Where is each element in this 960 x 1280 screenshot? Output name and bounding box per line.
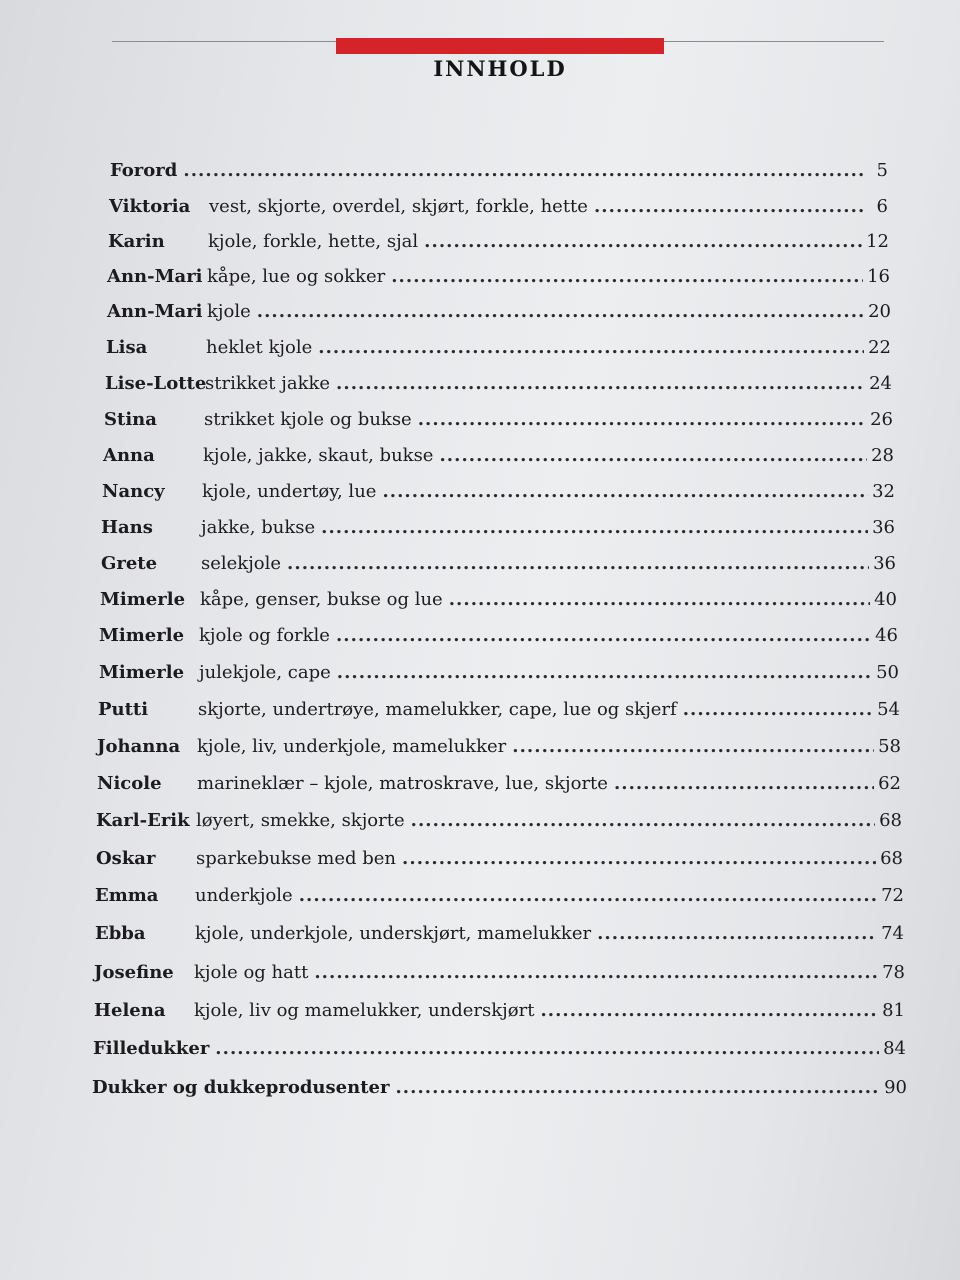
toc-entry-name: Mimerle	[99, 662, 185, 683]
toc-entry-description: skjorte, undertrøye, mamelukker, cape, lue og skjerf	[198, 699, 677, 720]
toc-entry	[107, 297, 891, 327]
toc-entry-description: løyert, smekke, skjorte	[196, 810, 405, 831]
toc-entry	[93, 1034, 906, 1064]
toc-entry-name: Dukker og dukkeprodusenter	[92, 1077, 390, 1098]
toc-entry-description: kjole og hatt	[194, 962, 309, 983]
toc-entry-page-number: 36	[872, 517, 895, 538]
toc-entry-name: Nancy	[102, 481, 165, 502]
toc-entry	[94, 996, 905, 1026]
toc-entry-name: Anna	[103, 445, 155, 466]
dot-leader	[336, 621, 871, 651]
toc-entry	[96, 806, 902, 836]
toc-entry-name: Oskar	[96, 848, 156, 869]
toc-entry-page-number: 68	[879, 810, 902, 831]
toc-entry-name: Grete	[101, 553, 158, 574]
toc-entry	[92, 1073, 907, 1103]
toc-entry-description: kjole, liv, underkjole, mamelukker	[197, 736, 507, 757]
toc-entry-name: Stina	[104, 409, 157, 430]
dot-leader	[424, 227, 862, 257]
toc-entry-page-number: 68	[880, 848, 903, 869]
page-title: INNHOLD	[433, 56, 567, 81]
toc-entry-description: kjole	[207, 301, 251, 322]
toc-entry	[103, 441, 894, 471]
toc-entry-description: strikket kjole og bukse	[204, 409, 412, 430]
toc-entry-name: Helena	[94, 1000, 166, 1021]
toc-entry	[107, 262, 890, 292]
toc-entry-name: Viktoria	[109, 196, 191, 217]
dot-leader	[418, 405, 866, 435]
toc-entry	[100, 585, 897, 615]
toc-entry-page-number: 16	[867, 266, 890, 287]
toc-entry-page-number: 12	[866, 231, 889, 252]
toc-entry	[97, 769, 901, 799]
toc-entry-description: kjole, forkle, hette, sjal	[208, 231, 419, 252]
toc-entry-name: Filledukker	[93, 1038, 210, 1059]
toc-entry-page-number: 28	[871, 445, 894, 466]
toc-entry-page-number: 72	[881, 885, 904, 906]
toc-entry-description: kjole, jakke, skaut, bukse	[203, 445, 434, 466]
toc-entry-description: kjole, undertøy, lue	[202, 481, 377, 502]
toc-entry-name: Hans	[101, 517, 153, 538]
toc-entry-name: Mimerle	[100, 589, 186, 610]
toc-entry	[94, 958, 905, 988]
toc-entry	[95, 919, 904, 949]
toc-entry	[97, 732, 901, 762]
dot-leader	[183, 156, 866, 186]
dot-leader	[540, 996, 878, 1026]
dot-leader	[257, 297, 864, 327]
toc-entry-page-number: 26	[870, 409, 893, 430]
toc-entry-name: Ann-Mari	[107, 266, 203, 287]
toc-entry	[99, 658, 899, 688]
toc-entry-page-number: 50	[876, 662, 899, 683]
toc-entry-page-number: 78	[882, 962, 905, 983]
toc-entry	[101, 513, 895, 543]
toc-entry	[106, 333, 891, 363]
toc-entry-page-number: 84	[883, 1038, 906, 1059]
toc-entry-description: kåpe, lue og sokker	[207, 266, 386, 287]
toc-entry-name: Putti	[98, 699, 149, 720]
toc-entry-name: Karl-Erik	[96, 810, 190, 831]
toc-entry-name: Josefine	[94, 962, 174, 983]
toc-entry-page-number: 36	[873, 553, 896, 574]
toc-entry-page-number: 32	[872, 481, 895, 502]
toc-entry-description: marineklær – kjole, matroskrave, lue, skjorte	[197, 773, 608, 794]
dot-leader	[391, 262, 863, 292]
toc-entry	[102, 477, 895, 507]
toc-entry-page-number: 54	[877, 699, 900, 720]
dot-leader	[402, 844, 876, 874]
toc-entry-page-number: 6	[876, 196, 888, 217]
toc-entry-description: strikket jakke	[205, 373, 331, 394]
toc-entry-description: selekjole	[201, 553, 282, 574]
toc-entry-description: vest, skjorte, overdel, skjørt, forkle, hette	[209, 196, 588, 217]
toc-entry-name: Mimerle	[99, 625, 185, 646]
toc-entry-page-number: 58	[878, 736, 901, 757]
toc-entry-description: sparkebukse med ben	[196, 848, 397, 869]
toc-entry-page-number: 62	[878, 773, 901, 794]
toc-entry	[109, 192, 888, 222]
toc-entry	[96, 844, 903, 874]
toc-entry-description: kjole og forkle	[199, 625, 330, 646]
dot-leader	[597, 919, 877, 949]
toc-entry-name: Ebba	[95, 923, 146, 944]
toc-entry-description: julekjole, cape	[199, 662, 331, 683]
dot-leader	[336, 369, 865, 399]
toc-entry-name: Nicole	[97, 773, 162, 794]
toc-entry	[99, 621, 898, 651]
toc-entry	[101, 549, 896, 579]
toc-entry-page-number: 20	[868, 301, 891, 322]
toc-entry-name: Ann-Mari	[107, 301, 203, 322]
toc-entry-name: Johanna	[97, 736, 181, 757]
toc-entry-description: jakke, bukse	[201, 517, 316, 538]
dot-leader	[449, 585, 870, 615]
dot-leader	[594, 192, 866, 222]
toc-entry-description: kjole, underkjole, underskjørt, mamelukker	[195, 923, 592, 944]
toc-entry	[108, 227, 889, 257]
toc-entry-name: Emma	[95, 885, 159, 906]
toc-entry-name: Lisa	[106, 337, 148, 358]
dot-leader	[395, 1073, 880, 1103]
dot-leader	[411, 806, 875, 836]
toc-entry-page-number: 81	[882, 1000, 905, 1021]
dot-leader	[382, 477, 868, 507]
toc-entry-description: kåpe, genser, bukse og lue	[200, 589, 443, 610]
toc-entry-page-number: 74	[881, 923, 904, 944]
dot-leader	[512, 732, 874, 762]
dot-leader	[215, 1034, 879, 1064]
dot-leader	[287, 549, 869, 579]
toc-entry-page-number: 46	[875, 625, 898, 646]
toc-entry-page-number: 24	[869, 373, 892, 394]
toc-entry	[110, 156, 888, 186]
dot-leader	[318, 333, 864, 363]
toc-entry-description: kjole, liv og mamelukker, underskjørt	[194, 1000, 535, 1021]
toc-entry-page-number: 40	[874, 589, 897, 610]
dot-leader	[314, 958, 878, 988]
toc-entry	[104, 405, 893, 435]
toc-entry-page-number: 22	[868, 337, 891, 358]
toc-entry	[98, 695, 900, 725]
toc-entry-page-number: 90	[884, 1077, 907, 1098]
dot-leader	[299, 881, 877, 911]
dot-leader	[321, 513, 868, 543]
dot-leader	[337, 658, 872, 688]
toc-entry-name: Forord	[110, 160, 178, 181]
dot-leader	[683, 695, 873, 725]
dot-leader	[439, 441, 867, 471]
toc-entry	[95, 881, 904, 911]
toc-entry-description: heklet kjole	[206, 337, 313, 358]
toc-entry-description: underkjole	[195, 885, 293, 906]
toc-entry-name: Lise-Lotte	[105, 373, 207, 394]
dot-leader	[614, 769, 874, 799]
toc-entry	[105, 369, 892, 399]
toc-entry-name: Karin	[108, 231, 165, 252]
toc-entry-page-number: 5	[876, 160, 888, 181]
